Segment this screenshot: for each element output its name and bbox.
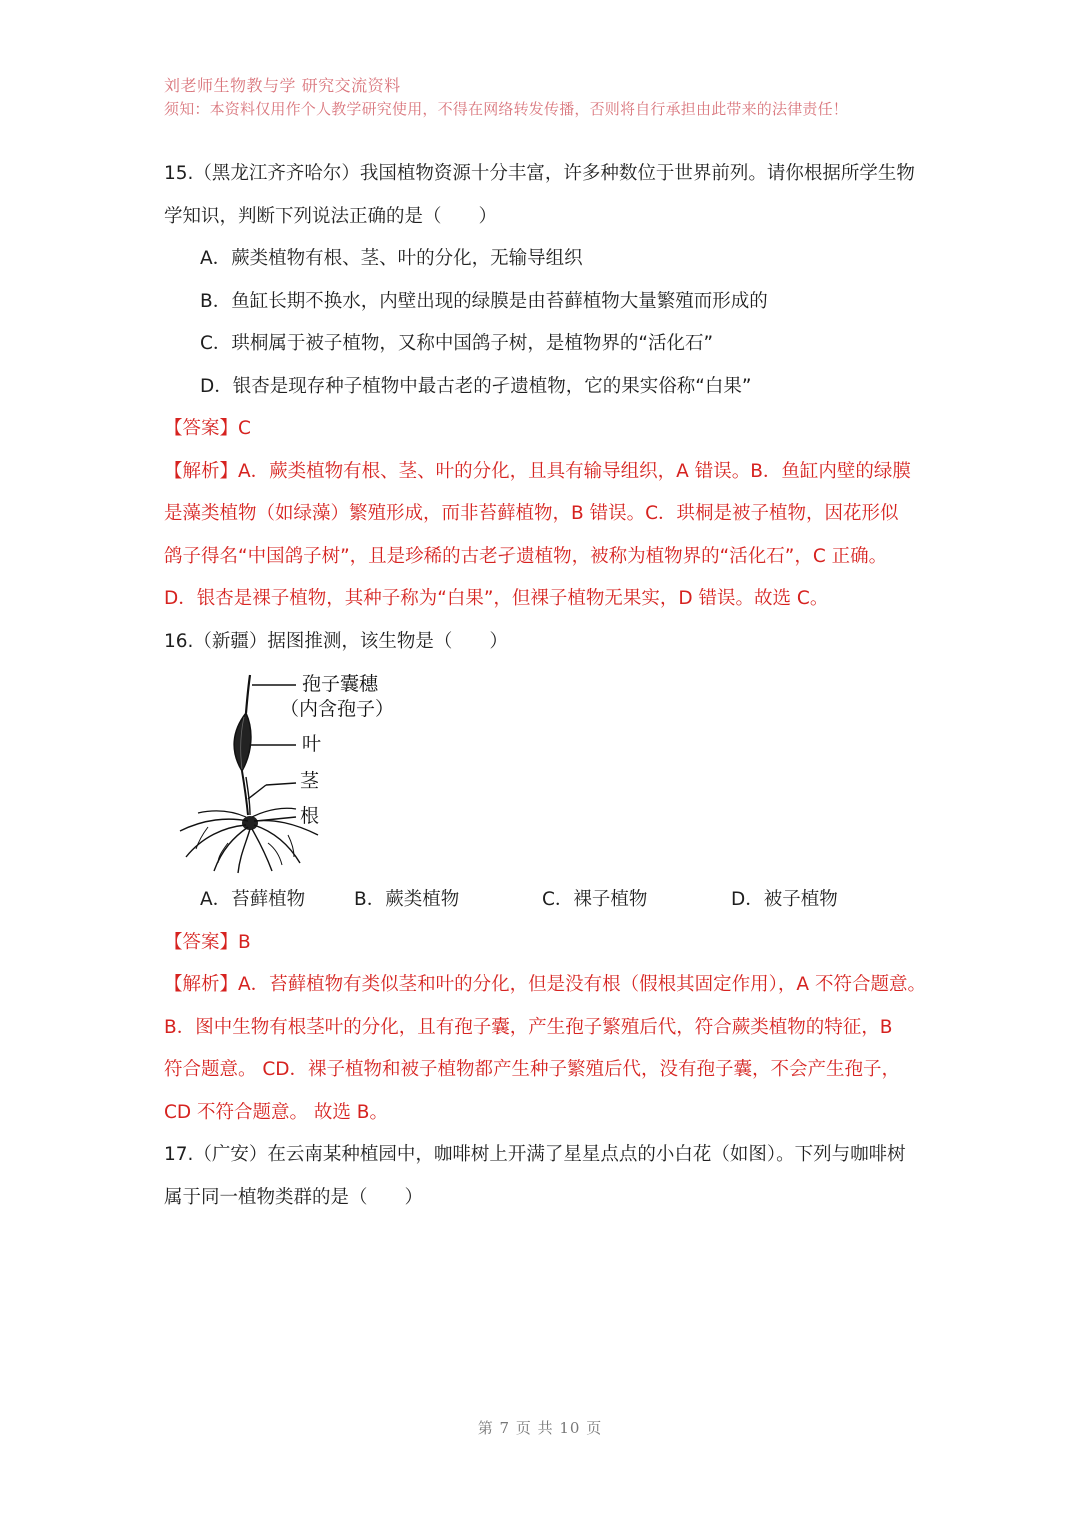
q15-option-c: C．珙桐属于被子植物，又称中国鸽子树，是植物界的“活化石” (200, 333, 714, 354)
q16-options (164, 879, 954, 922)
q15-analysis-text-1: A．蕨类植物有根、茎、叶的分化，且具有输导组织，A 错误。B．鱼缸内壁的绿膜 (238, 460, 911, 482)
q15-option-a: A．蕨类植物有根、茎、叶的分化，无输导组织 (200, 248, 583, 269)
page-content (164, 153, 954, 1219)
q15-answer (164, 408, 954, 451)
q15-option-d: D．银杏是现存种子植物中最古老的孑遗植物，它的果实俗称“白果” (200, 375, 752, 397)
label-spore-note: （内含孢子） (280, 698, 395, 720)
q15-analysis-line-1 (164, 451, 954, 494)
q16-answer (164, 922, 954, 965)
fern-diagram (168, 667, 428, 877)
question-15 (164, 153, 954, 621)
q15-answer-value: C (238, 418, 251, 439)
q16-option-a: A．苔藓植物 (200, 889, 306, 910)
label-root: 根 (300, 805, 320, 827)
header-title: 刘老师生物教与学 研究交流资料 (164, 76, 401, 95)
q16-answer-label: 【答案】 (164, 931, 239, 953)
q15-option-b: B．鱼缸长期不换水，内壁出现的绿膜是由苔藓植物大量繁殖而形成的 (200, 290, 768, 312)
q16-analysis-label: 【解析】 (164, 974, 239, 995)
page-header (164, 76, 848, 119)
q15-analysis-line-3: 鸽子得名“中国鸽子树”，且是珍稀的古老孑遗植物，被称为植物界的“活化石”，C 正确。 (164, 545, 888, 567)
label-spore-spike: 孢子囊穗 (302, 673, 379, 695)
q16-analysis-line-3: 符合题意。 CD．裸子植物和被子植物都产生种子繁殖后代，没有孢子囊，不会产生孢子， (164, 1059, 901, 1080)
q16-option-c: C．裸子植物 (542, 889, 648, 910)
q17-stem-line-1: 17.（广安）在云南某种植园中，咖啡树上开满了星星点点的小白花（如图）。下列与咖啡树 (164, 1144, 906, 1165)
q15-analysis-line-4: D．银杏是裸子植物，其种子称为“白果”，但裸子植物无果实，D 错误。故选 C。 (164, 588, 829, 609)
q15-analysis-label: 【解析】 (164, 460, 239, 482)
question-16 (164, 621, 954, 1135)
q17-stem-line-2: 属于同一植物类群的是（ ） (164, 1186, 424, 1208)
label-leaf: 叶 (302, 733, 322, 755)
q16-answer-value: B (238, 931, 251, 953)
q16-option-b: B．蕨类植物 (354, 889, 460, 910)
label-stem: 茎 (300, 770, 320, 792)
q15-answer-label: 【答案】 (164, 418, 239, 439)
q16-analysis-text-1: A．苔藓植物有类似茎和叶的分化，但是没有根（假根其固定作用），A 不符合题意。 (238, 974, 926, 995)
q16-analysis-line-1 (164, 964, 954, 1007)
q16-stem-line-1: 16.（新疆）据图推测，该生物是（ ） (164, 630, 508, 652)
q15-stem-line-2: 学知识，判断下列说法正确的是（ ） (164, 205, 498, 227)
question-17 (164, 1134, 954, 1219)
page-number: 第 7 页 共 10 页 (477, 1419, 603, 1437)
header-notice: 须知：本资料仅用作个人教学研究使用，不得在网络转发传播，否则将自行承担由此带来的法律责任！ (164, 100, 849, 118)
q15-stem-line-1: 15.（黑龙江齐齐哈尔）我国植物资源十分丰富，许多种数位于世界前列。请你根据所学生物 (164, 163, 915, 184)
q16-analysis-line-2: B．图中生物有根茎叶的分化，且有孢子囊，产生孢子繁殖后代，符合蕨类植物的特征，B (164, 1016, 893, 1038)
q15-analysis-line-2: 是藻类植物（如绿藻）繁殖形成，而非苔藓植物，B 错误。C．珙桐是被子植物，因花形似 (164, 503, 899, 524)
q16-option-d: D．被子植物 (731, 889, 838, 910)
q16-analysis-line-4: CD 不符合题意。 故选 B。 (164, 1101, 388, 1123)
